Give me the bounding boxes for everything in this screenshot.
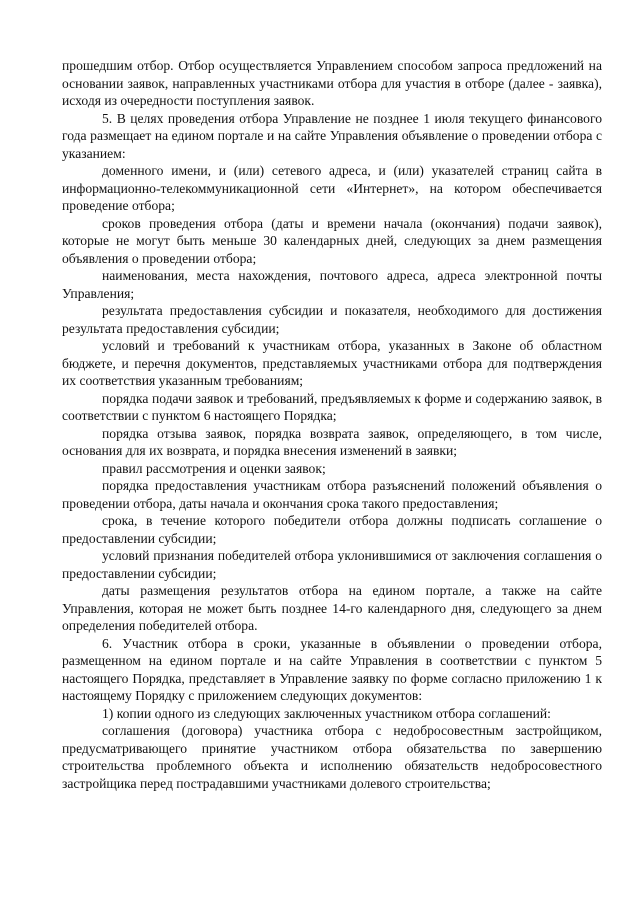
paragraph: сроков проведения отбора (даты и времени начала (окончания) подачи заявок), которые не могут быть меньше 30 календарных дней, следующих за днем размещения объявления о проведении отбора; <box>62 215 602 266</box>
paragraph: условий и требований к участникам отбора, указанных в Законе об областном бюджете, и перечня документов, представляемых участниками отбора для подтверждения их соответствия указанным требованиям; <box>62 338 602 388</box>
paragraph: условий признания победителей отбора уклонившимися от заключения соглашения о предоставлении субсидии; <box>62 548 602 581</box>
paragraph: порядка подачи заявок и требований, предъявляемых к форме и содержанию заявок, в соответствии с пунктом 6 настоящего Порядка; <box>62 390 602 423</box>
paragraph: правил рассмотрения и оценки заявок; <box>102 460 326 476</box>
paragraph: наименования, места нахождения, почтового адреса, адреса электронной почты Управления; <box>62 268 602 301</box>
paragraph: 1) копии одного из следующих заключенных участником отбора соглашений: <box>102 705 551 721</box>
paragraph: результата предоставления субсидии и показателя, необходимого для достижения результата предоставления субсидии; <box>62 303 602 336</box>
paragraph: доменного имени, и (или) сетевого адреса, и (или) указателей страниц сайта в информационно-телекоммуникационной сети «Интернет», на котором обеспечивается проведение отбора; <box>62 163 602 213</box>
paragraph: даты размещения результатов отбора на едином портале, а также на сайте Управления, которая не может быть позднее 14-го календарного дня, следующего за днем определения победителей отбора. <box>62 583 602 633</box>
paragraph: 6. Участник отбора в сроки, указанные в объявлении о проведении отбора, размещенном на едином портале и на сайте Управления в соответствии с пунктом 5 настоящего Порядка, представляет в Управление заявку по форме согласно приложению 1 к настоящему Порядку с приложением следующих документов: <box>62 635 602 703</box>
paragraph: прошедшим отбор. Отбор осуществляется Управлением способом запроса предложений на основании заявок, направленных участниками отбора для участия в отборе (далее - заявка), исходя из очередности поступления заявок. <box>62 58 602 108</box>
paragraph: порядка предоставления участникам отбора разъяснений положений объявления о проведении отбора, даты начала и окончания срока такого предоставления; <box>62 478 602 511</box>
paragraph: срока, в течение которого победители отбора должны подписать соглашение о предоставлении субсидии; <box>62 513 602 546</box>
paragraph: соглашения (договора) участника отбора с недобросовестным застройщиком, предусматривающего принятие участником отбора обязательства по завершению строительства проблемного объекта и исполнению обязательств недобросовестного застройщика перед пострадавшими участниками долевого строительства; <box>62 723 602 791</box>
paragraph: порядка отзыва заявок, порядка возврата заявок, определяющего, в том числе, основания для их возврата, и порядка внесения изменений в заявки; <box>62 425 602 458</box>
paragraph: 5. В целях проведения отбора Управление не позднее 1 июля текущего финансового года размещает на едином портале и на сайте Управления объявление о проведении отбора с указанием: <box>62 110 602 161</box>
document-page <box>62 57 602 792</box>
